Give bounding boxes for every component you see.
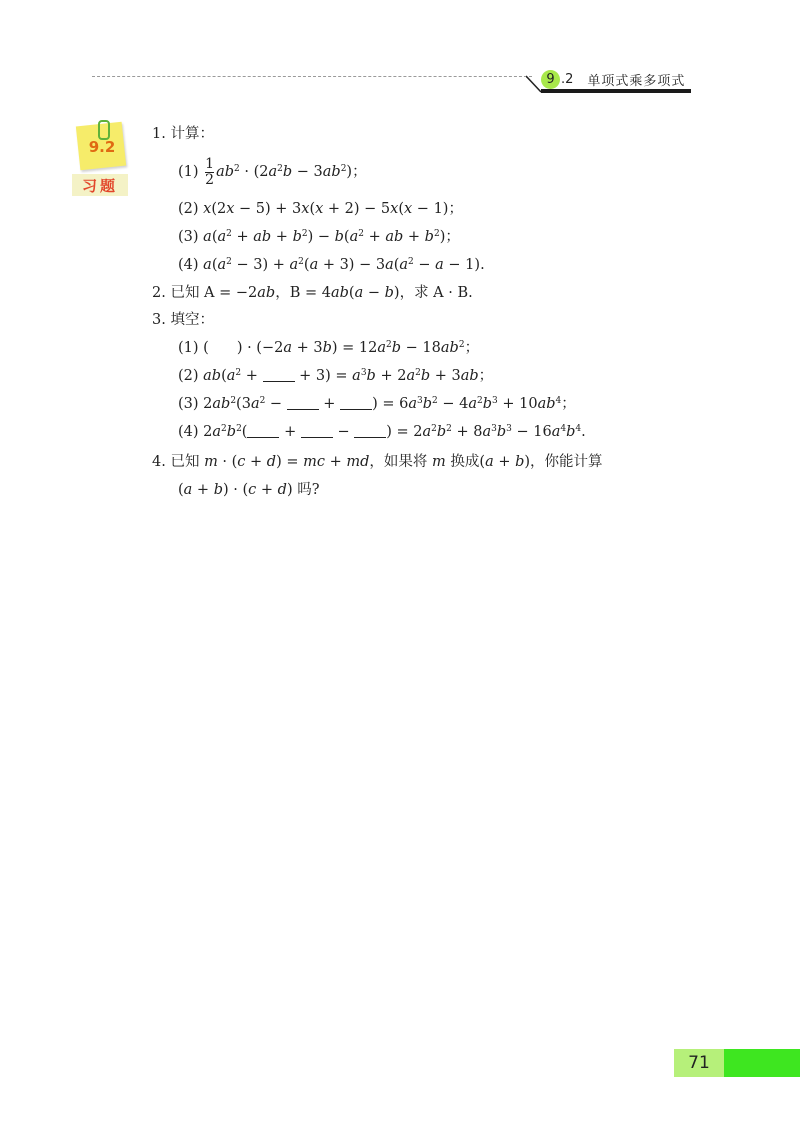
- fill-blank[interactable]: [340, 395, 372, 410]
- badge-label: 习题: [72, 174, 128, 196]
- exercise-badge: [70, 120, 128, 198]
- fill-blank[interactable]: [287, 395, 319, 410]
- section-number-circle: 9: [541, 70, 560, 89]
- page-number-bar: [724, 1049, 800, 1077]
- badge-number: 9.2: [88, 138, 116, 156]
- fill-blank[interactable]: [247, 423, 279, 438]
- section-number-suffix: .2: [561, 71, 574, 87]
- question-1-item-1: (1) $\frac{1}{2}$ $ab^2 \cdot (2a^2b - 3ab^2)$；: [178, 155, 367, 188]
- question-4-line-2: (a + b) · (c + d) 吗?: [178, 482, 320, 498]
- fill-blank[interactable]: [301, 423, 333, 438]
- section-title: 单项式乘多项式: [587, 73, 686, 89]
- question-2: 2. 已知 A = −2ab，B = 4ab(a − b)，求 A · B.: [152, 285, 473, 301]
- fill-blank[interactable]: [354, 423, 386, 438]
- section-header: [541, 68, 685, 90]
- question-4-line-1: 4. 已知 m · (c + d) = mc + md，如果将 m 换成(a + b)，你能计算: [152, 454, 603, 470]
- question-3-item-3: (3) $2ab^2(3a^2$ − + ) = $6a^3b^2 - 4a^2b^3 + 10ab^4$；: [178, 396, 576, 412]
- question-1-item-4: (4) $a(a^2 - 3) + a^2(a + 3) - 3a(a^2 - a - 1)$.: [178, 257, 485, 273]
- header-dashed-rule: [92, 76, 532, 77]
- question-3-item-2: (2) $ab(a^2$ + + $3) = a^3b + 2a^2b + 3ab$；: [178, 368, 494, 384]
- page-number: 71: [674, 1049, 724, 1077]
- question-1-heading: 1. 计算：: [152, 126, 214, 142]
- fraction-one-half: $\frac{1}{2}$: [205, 155, 215, 188]
- paperclip-icon: [98, 120, 110, 140]
- question-3-heading: 3. 填空：: [152, 312, 214, 328]
- question-3-item-1: (1) ( ) · $(-2a + 3b) = 12a^2b - 18ab^2$；: [178, 340, 480, 356]
- question-1-item-2: (2) x(2x − 5) + 3x(x + 2) − 5x(x − 1)；: [178, 201, 463, 217]
- fill-blank[interactable]: [263, 367, 295, 382]
- question-3-item-4: (4) $2a^2b^2$( + − ) = $2a^2b^2 + 8a^3b^3 - 16a^4b^4$.: [178, 424, 586, 440]
- question-1-item-3: (3) $a(a^2$ + ab + $b^2) - b(a^2$ + ab + $b^2$)；: [178, 229, 460, 245]
